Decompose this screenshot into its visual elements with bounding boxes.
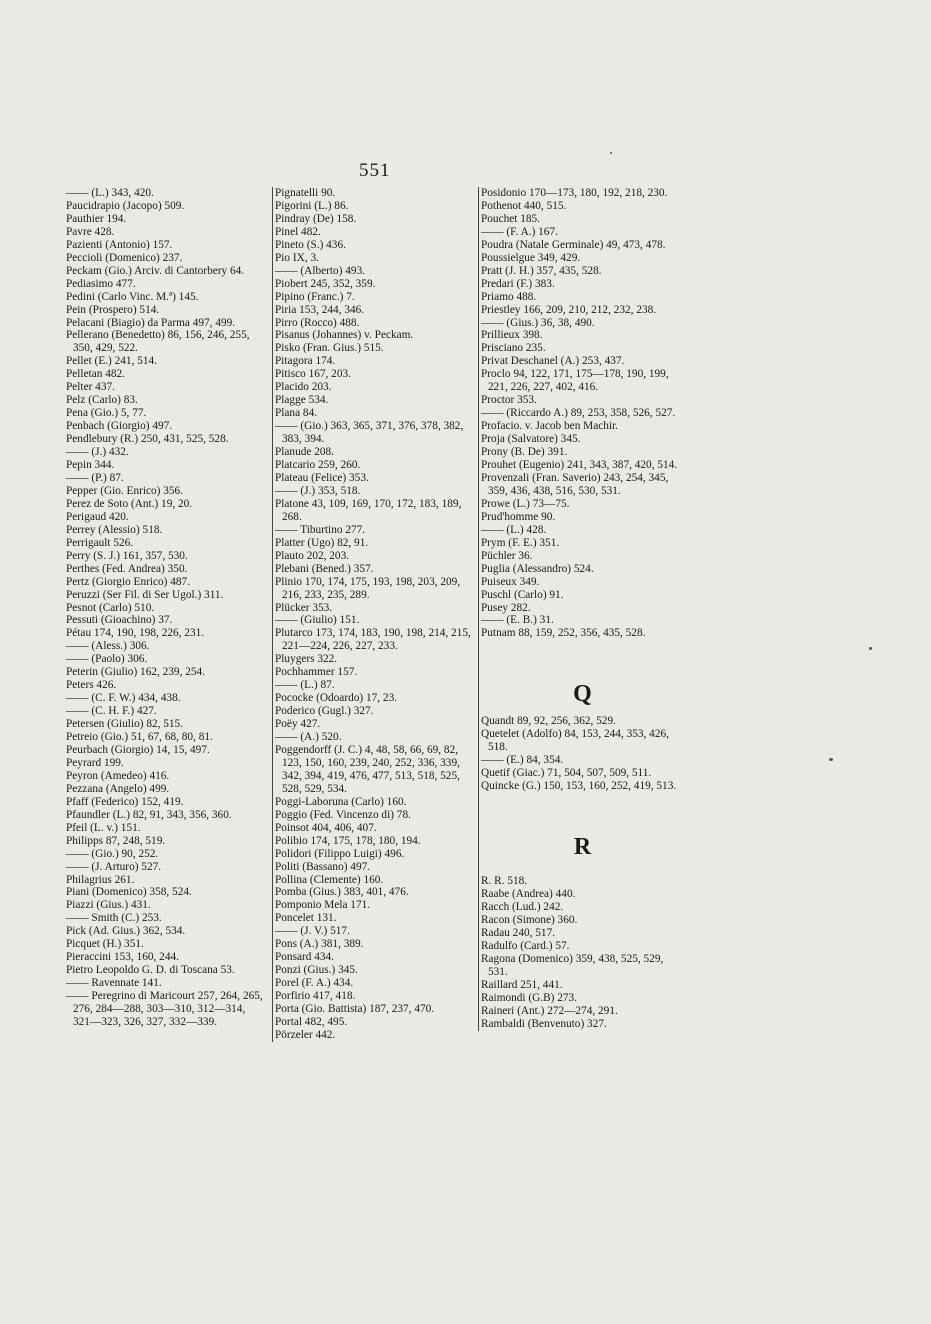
- index-entry: Piobert 245, 352, 359.: [275, 277, 376, 290]
- index-entry: Perez de Soto (Ant.) 19, 20.: [66, 497, 193, 510]
- index-column-3: [478, 187, 684, 1031]
- index-entry: Pratt (J. H.) 357, 435, 528.: [481, 264, 602, 277]
- index-entry: Pick (Ad. Gius.) 362, 534.: [66, 925, 186, 938]
- index-entry: Ponsard 434.: [275, 951, 334, 964]
- index-entry: Pipino (Franc.) 7.: [275, 290, 355, 303]
- index-entry: R. R. 518.: [481, 875, 528, 888]
- index-entry: —— Peregrino di Maricourt 257, 264, 265, 276, 284—288, 303—310, 312—314, 321—323, 326, 327, 332—339.: [66, 990, 263, 1028]
- index-entry: Pomponio Mela 171.: [275, 899, 371, 912]
- index-entry: Poderico (Gugl.) 327.: [275, 705, 374, 718]
- index-entry: Plauto 202, 203.: [275, 549, 350, 562]
- index-entry: Pitagora 174.: [275, 355, 336, 368]
- index-entry: Pezzana (Angelo) 499.: [66, 782, 170, 795]
- index-entry: Pineto (S.) 436.: [275, 238, 346, 251]
- index-entry: Pfaundler (L.) 82, 91, 343, 356, 360.: [66, 808, 232, 821]
- index-entry: Plateau (Felice) 353.: [275, 471, 369, 484]
- index-entry: Poggi-Laboruna (Carlo) 160.: [275, 795, 407, 808]
- index-entry: Pigorini (L.) 86.: [275, 199, 349, 212]
- index-entry: Pein (Prospero) 514.: [66, 303, 160, 316]
- index-entry: Platcario 259, 260.: [275, 459, 361, 472]
- index-entry: Prym (F. E.) 351.: [481, 536, 560, 549]
- index-entry: Pothenot 440, 515.: [481, 199, 567, 212]
- index-entry: Petersen (Giulio) 82, 515.: [66, 718, 184, 731]
- index-entry: Pétau 174, 190, 198, 226, 231.: [66, 627, 205, 640]
- index-entry: —— (J. Arturo) 527.: [66, 860, 162, 873]
- index-entry: Politi (Bassano) 497.: [275, 860, 371, 873]
- index-entry: Puglia (Alessandro) 524.: [481, 562, 594, 575]
- index-entry: Quetif (Giac.) 71, 504, 507, 509, 511.: [481, 767, 652, 780]
- index-entry: Paucidrapio (Jacopo) 509.: [66, 199, 185, 212]
- index-entry: Portal 482, 495.: [275, 1016, 348, 1028]
- index-entry: Porta (Gio. Battista) 187, 237, 470.: [275, 1003, 435, 1016]
- index-entry: Quetelet (Adolfo) 84, 153, 244, 353, 426, 518.: [481, 728, 669, 754]
- index-entry: —— (Riccardo A.) 89, 253, 358, 526, 527.: [481, 407, 676, 420]
- index-entry: —— (F. A.) 167.: [481, 225, 558, 238]
- index-entry: Pindray (De) 158.: [275, 212, 357, 225]
- index-entry: Radulfo (Card.) 57.: [481, 939, 570, 952]
- index-entry: Pediasimo 477.: [66, 277, 136, 290]
- index-entry: Peurbach (Giorgio) 14, 15, 497.: [66, 743, 210, 756]
- index-entry: Polibio 174, 175, 178, 180, 194.: [275, 834, 421, 847]
- index-entry: —— (E.) 84, 354.: [481, 754, 564, 767]
- index-entry: Poussielgue 349, 429.: [481, 251, 581, 264]
- index-entry: —— (L.) 343, 420.: [66, 187, 154, 199]
- index-entry: Platone 43, 109, 169, 170, 172, 183, 189, 268.: [275, 497, 462, 523]
- index-entry: Radau 240, 517.: [481, 926, 556, 939]
- index-entry: Pignatelli 90.: [275, 187, 336, 199]
- index-entry: Pirro (Rocco) 488.: [275, 316, 360, 329]
- index-entry: —— (P.) 87.: [66, 471, 124, 484]
- index-entry: Porel (F. A.) 434.: [275, 977, 354, 990]
- index-entry: Pelletan 482.: [66, 368, 125, 381]
- index-entry: —— (C. F. W.) 434, 438.: [66, 692, 181, 705]
- index-entry: Peruzzi (Ser Fil. di Ser Ugol.) 311.: [66, 588, 224, 601]
- index-section-q: [481, 715, 684, 793]
- index-entry: —— (L.) 87.: [275, 679, 335, 692]
- index-entry: Raimondi (G.B) 273.: [481, 991, 578, 1004]
- index-entry: Philipps 87, 248, 519.: [66, 834, 166, 847]
- index-entry: Pfeil (L. v.) 151.: [66, 821, 141, 834]
- index-entry: Petreio (Gio.) 51, 67, 68, 80, 81.: [66, 731, 213, 744]
- index-entry: Polidori (Filippo Luigi) 496.: [275, 847, 405, 860]
- index-entry: Putnam 88, 159, 252, 356, 435, 528.: [481, 627, 646, 640]
- index-entry: Prillieux 398.: [481, 329, 543, 342]
- index-entry: Perrigault 526.: [66, 536, 134, 549]
- index-section-r: [481, 875, 684, 1030]
- index-entry: Pluygers 322.: [275, 653, 338, 666]
- index-entry: Poncelet 131.: [275, 912, 337, 925]
- index-entry: Raineri (Ant.) 272—274, 291.: [481, 1004, 618, 1017]
- index-entry: Profacio. v. Jacob ben Machir.: [481, 420, 618, 433]
- index-entry: Priamo 488.: [481, 290, 537, 303]
- index-entry: Pochhammer 157.: [275, 666, 358, 679]
- index-entry: Proja (Salvatore) 345.: [481, 433, 581, 446]
- index-entry: Prouhet (Eugenio) 241, 343, 387, 420, 514.: [481, 459, 678, 472]
- index-entry: Plücker 353.: [275, 601, 333, 614]
- index-entry: Peccioli (Domenico) 237.: [66, 251, 183, 264]
- index-entry: Pinel 482.: [275, 225, 321, 238]
- index-entry: —— Smith (C.) 253.: [66, 912, 162, 925]
- index-entry: Pellet (E.) 241, 514.: [66, 355, 157, 368]
- index-entry: Perthes (Fed. Andrea) 350.: [66, 562, 188, 575]
- index-entry: Perrey (Alessio) 518.: [66, 523, 163, 536]
- index-entry: Plana 84.: [275, 407, 318, 420]
- index-entry: Rambaldi (Benvenuto) 327.: [481, 1017, 607, 1030]
- index-entry: Ponzi (Gius.) 345.: [275, 964, 358, 977]
- index-entry: Ragona (Domenico) 359, 438, 525, 529, 531.: [481, 952, 664, 978]
- index-entry: Pelter 437.: [66, 381, 115, 394]
- index-entry: Prowe (L.) 73—75.: [481, 497, 570, 510]
- index-entry: —— (Giulio) 151.: [275, 614, 360, 627]
- index-entry: Pertz (Giorgio Enrico) 487.: [66, 575, 191, 588]
- index-entry: Pollina (Clemente) 160.: [275, 873, 384, 886]
- index-entry: Pellerano (Benedetto) 86, 156, 246, 255, 350, 429, 522.: [66, 329, 250, 355]
- section-letter-q: Q: [573, 681, 592, 708]
- index-entry: Pepper (Gio. Enrico) 356.: [66, 484, 184, 497]
- index-entry: —— (Paolo) 306.: [66, 653, 148, 666]
- index-entry: Pfaff (Federico) 152, 419.: [66, 795, 184, 808]
- index-entry: —— (A.) 520.: [275, 731, 342, 744]
- index-entry: Peters 426.: [66, 679, 117, 692]
- index-entry: Peckam (Gio.) Arciv. di Cantorbery 64.: [66, 264, 245, 277]
- index-entry: Picquet (H.) 351.: [66, 938, 144, 951]
- index-entry: Plebani (Bened.) 357.: [275, 562, 374, 575]
- index-entry: Puiseux 349.: [481, 575, 540, 588]
- index-entry: Pomba (Gius.) 383, 401, 476.: [275, 886, 409, 899]
- paper-speck: [829, 758, 833, 761]
- index-entry: Penbach (Giorgio) 497.: [66, 420, 173, 433]
- index-entry: Pauthier 194.: [66, 212, 127, 225]
- index-entry: Plagge 534.: [275, 394, 329, 407]
- index-entry: Peterin (Giulio) 162, 239, 254.: [66, 666, 205, 679]
- index-entry: —— Tiburtino 277.: [275, 523, 366, 536]
- index-entry: Pelz (Carlo) 83.: [66, 394, 138, 407]
- index-entry: Poinsot 404, 406, 407.: [275, 821, 377, 834]
- index-entry: Pessuti (Gioachino) 37.: [66, 614, 173, 627]
- paper-speck: [610, 152, 612, 154]
- index-entry: —— (Gio.) 363, 365, 371, 376, 378, 382, 383, 394.: [275, 420, 464, 446]
- index-entry: Pesnot (Carlo) 510.: [66, 601, 155, 614]
- index-entry: Peyrard 199.: [66, 756, 124, 769]
- index-entry: Racon (Simone) 360.: [481, 913, 578, 926]
- index-entry: Piani (Domenico) 358, 524.: [66, 886, 192, 899]
- index-entry: —— Ravennate 141.: [66, 977, 162, 990]
- index-entry: Pelacani (Biagio) da Parma 497, 499.: [66, 316, 236, 329]
- index-entry: Pococke (Odoardo) 17, 23.: [275, 692, 398, 705]
- index-entry: Quincke (G.) 150, 153, 160, 252, 419, 513.: [481, 780, 677, 793]
- index-entry: Predari (F.) 383.: [481, 277, 555, 290]
- index-entry: Perigaud 420.: [66, 510, 129, 523]
- index-entry: Poëy 427.: [275, 718, 321, 731]
- index-entry: Pouchet 185.: [481, 212, 540, 225]
- index-entry: Quandt 89, 92, 256, 362, 529.: [481, 715, 616, 728]
- index-column-1: [66, 187, 264, 1029]
- index-entry: Püchler 36.: [481, 549, 533, 562]
- index-entry: Prud'homme 90.: [481, 510, 556, 523]
- index-entry: —— (C. H. F.) 427.: [66, 705, 157, 718]
- page-number: 551: [359, 160, 391, 181]
- index-entry: Plinio 170, 174, 175, 193, 198, 203, 209, 216, 233, 235, 289.: [275, 575, 461, 601]
- index-entry: Pusey 282.: [481, 601, 531, 614]
- index-entry: Pieraccini 153, 160, 244.: [66, 951, 179, 964]
- index-entry: Peyron (Amedeo) 416.: [66, 769, 170, 782]
- index-entry: Platter (Ugo) 82, 91.: [275, 536, 369, 549]
- index-entry: Pepin 344.: [66, 459, 115, 472]
- index-entry: Piria 153, 244, 346.: [275, 303, 365, 316]
- index-entry: Poggio (Fed. Vincenzo di) 78.: [275, 808, 411, 821]
- index-entry: Priestley 166, 209, 210, 212, 232, 238.: [481, 303, 657, 316]
- index-entry: Privat Deschanel (A.) 253, 437.: [481, 355, 625, 368]
- index-entry: Porfirio 417, 418.: [275, 990, 356, 1003]
- index-entry: Placido 203.: [275, 381, 332, 394]
- index-entry: —— (Alberto) 493.: [275, 264, 366, 277]
- index-section-p: [481, 187, 684, 640]
- index-entry: Pörzeler 442.: [275, 1028, 336, 1041]
- index-entry: Pazienti (Antonio) 157.: [66, 238, 173, 251]
- paper-speck: [869, 647, 872, 650]
- index-entry: —— (J.) 432.: [66, 446, 129, 459]
- index-entry: —— (J.) 353, 518.: [275, 484, 361, 497]
- index-entry: Pio IX, 3.: [275, 251, 319, 264]
- index-entry: Provenzali (Fran. Saverio) 243, 254, 345, 359, 436, 438, 516, 530, 531.: [481, 471, 669, 497]
- index-entry: —— (E. B.) 31.: [481, 614, 554, 627]
- index-entry: Pisanus (Johannes) v. Peckam.: [275, 329, 414, 342]
- index-entry: Pavre 428.: [66, 225, 115, 238]
- index-entry: Pena (Gio.) 5, 77.: [66, 407, 147, 420]
- index-entry: —— (Gio.) 90, 252.: [66, 847, 159, 860]
- index-entry: Pendlebury (R.) 250, 431, 525, 528.: [66, 433, 229, 446]
- index-entry: Plutarco 173, 174, 183, 190, 198, 214, 215, 221—224, 226, 227, 233.: [275, 627, 471, 653]
- index-entry: —— (L.) 428.: [481, 523, 547, 536]
- index-entry: Pitisco 167, 203.: [275, 368, 351, 381]
- index-entry: Planude 208.: [275, 446, 334, 459]
- index-entry: —— (Gius.) 36, 38, 490.: [481, 316, 595, 329]
- index-entry: Puschl (Carlo) 91.: [481, 588, 564, 601]
- index-entry: Philagrius 261.: [66, 873, 135, 886]
- section-letter-r: R: [573, 834, 592, 861]
- index-entry: —— (J. V.) 517.: [275, 925, 350, 938]
- index-entry: Pietro Leopoldo G. D. di Toscana 53.: [66, 964, 235, 977]
- index-entry: Poudra (Natale Germinale) 49, 473, 478.: [481, 238, 666, 251]
- index-entry: Raabe (Andrea) 440.: [481, 888, 576, 901]
- index-entry: Prony (B. De) 391.: [481, 446, 568, 459]
- index-entry: Perry (S. J.) 161, 357, 530.: [66, 549, 188, 562]
- index-entry: Pons (A.) 381, 389.: [275, 938, 364, 951]
- index-entry: Piazzi (Gius.) 431.: [66, 899, 151, 912]
- index-entry: Pedini (Carlo Vinc. M.ª) 145.: [66, 290, 199, 303]
- index-entry: Proctor 353.: [481, 394, 537, 407]
- index-entry: Raillard 251, 441.: [481, 978, 563, 991]
- index-entry: Racch (Lud.) 242.: [481, 900, 564, 913]
- index-entry: Proclo 94, 122, 171, 175—178, 190, 199, 221, 226, 227, 402, 416.: [481, 368, 669, 394]
- index-entry: Prisciano 235.: [481, 342, 546, 355]
- index-entry: Pisko (Fran. Gius.) 515.: [275, 342, 384, 355]
- index-entry: Posidonio 170—173, 180, 192, 218, 230.: [481, 187, 668, 199]
- index-column-2: [272, 187, 475, 1042]
- index-entry: Poggendorff (J. C.) 4, 48, 58, 66, 69, 82, 123, 150, 160, 239, 240, 252, 336, 339, 342, 394, 419, 476, 477, 513, 518, 525, 528, 529, 534.: [275, 743, 460, 795]
- index-entry: —— (Aless.) 306.: [66, 640, 150, 653]
